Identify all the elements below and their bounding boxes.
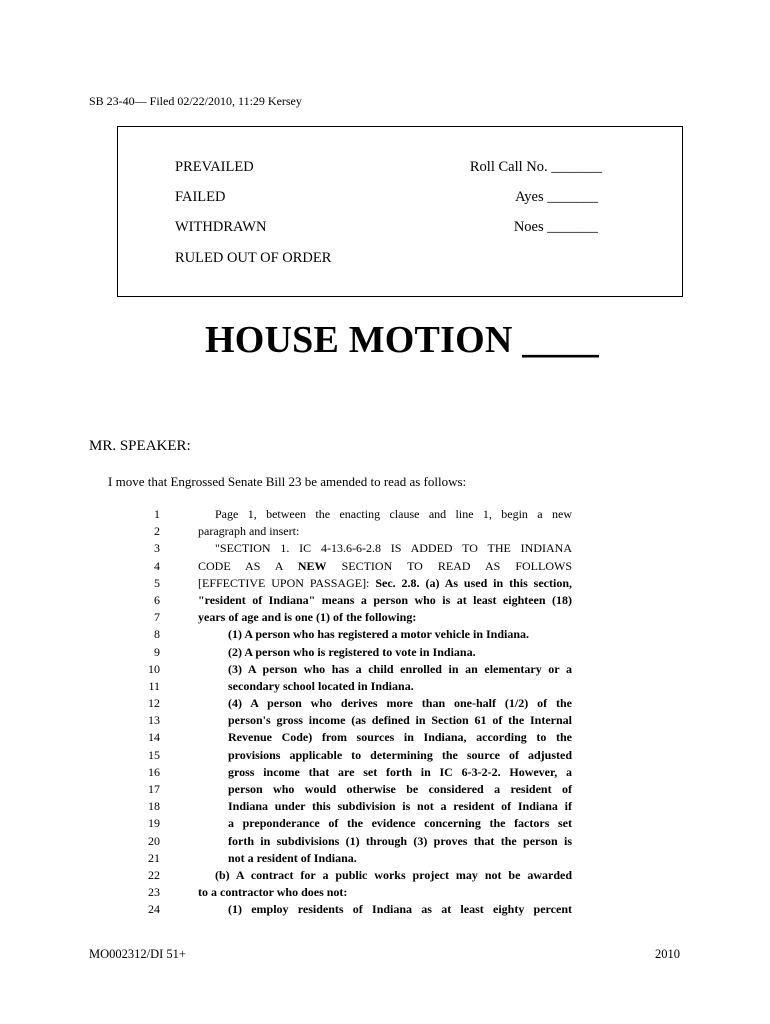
- line-number: 16: [148, 764, 160, 779]
- existing-text: CODE AS A: [198, 558, 298, 573]
- amendment-line: [0, 558, 770, 575]
- line-text: [198, 575, 572, 592]
- amendment-line: [0, 626, 770, 643]
- amendment-line: [0, 575, 770, 592]
- inserted-text: years of age and is one (1) of the following:: [198, 610, 417, 625]
- line-number: 9: [154, 644, 160, 659]
- noes-count: Noes _______: [513, 219, 598, 235]
- line-number: 15: [148, 747, 160, 762]
- line-number: 14: [148, 730, 160, 745]
- amendment-line: [0, 901, 770, 918]
- line-text: [228, 695, 572, 712]
- ayes-count: Ayes _______: [515, 189, 598, 205]
- line-number: 19: [148, 816, 160, 831]
- status-prevailed: PREVAILED: [175, 159, 254, 175]
- inserted-text: gross income that are set forth in IC 6-3-2-2. However, a: [228, 764, 572, 779]
- line-text: [198, 592, 572, 609]
- inserted-text: Indiana under this subdivision is not a resident of Indiana if: [228, 799, 572, 814]
- amendment-line: [0, 678, 770, 695]
- roll-call-number: Roll Call No. _______: [469, 159, 602, 175]
- inserted-text: forth in subdivisions (1) through (3) proves that the person is: [228, 833, 572, 848]
- inserted-text: Revenue Code) from sources in Indiana, according to the: [228, 730, 572, 745]
- amendment-line: [0, 661, 770, 678]
- line-text: [228, 747, 572, 764]
- amendment-line: [0, 592, 770, 609]
- amendment-line: [0, 540, 770, 557]
- existing-text: Page 1, between the enacting clause and line 1, begin a new: [215, 507, 572, 521]
- line-number: 6: [154, 592, 160, 607]
- line-text: [198, 884, 572, 901]
- inserted-text: a preponderance of the evidence concerning the factors set: [228, 816, 572, 831]
- amendment-line: [0, 764, 770, 781]
- numbered-amendment-text: [0, 506, 770, 919]
- line-number: 23: [148, 885, 160, 900]
- line-text: [228, 712, 572, 729]
- inserted-text: (3) A person who has a child enrolled in an elementary or a: [228, 661, 572, 676]
- amendment-line: [0, 523, 770, 540]
- line-number: 18: [148, 799, 160, 814]
- line-text: [228, 798, 572, 815]
- line-text: [198, 609, 572, 626]
- document-id: MO002312/DI 51+: [89, 947, 186, 961]
- line-text: [228, 626, 572, 643]
- inserted-text: not a resident of Indiana.: [228, 850, 357, 865]
- inserted-text: (1) A person who has registered a motor vehicle in Indiana.: [228, 627, 530, 642]
- inserted-text: person's gross income (as defined in Section 61 of the Internal: [228, 713, 572, 728]
- amendment-line: [0, 798, 770, 815]
- document-year: 2010: [655, 947, 680, 961]
- motion-intro: I move that Engrossed Senate Bill 23 be amended to read as follows:: [108, 474, 467, 489]
- inserted-text: (b) A contract for a public works project may not be awarded: [215, 867, 572, 882]
- line-number: 24: [148, 902, 160, 917]
- line-number: 4: [154, 558, 160, 573]
- line-number: 7: [154, 610, 160, 625]
- line-number: 1: [154, 507, 160, 521]
- amendment-line: [0, 729, 770, 746]
- status-failed: FAILED: [175, 189, 226, 205]
- line-text: [228, 729, 572, 746]
- status-ruled-out-of-order: RULED OUT OF ORDER: [175, 250, 332, 266]
- line-text: [215, 867, 572, 884]
- line-text: [215, 540, 572, 557]
- line-number: 12: [148, 696, 160, 711]
- line-number: 20: [148, 833, 160, 848]
- amendment-line: [0, 644, 770, 661]
- amendment-line: [0, 781, 770, 798]
- line-text: [215, 506, 572, 523]
- line-text: [228, 901, 572, 918]
- line-number: 17: [148, 782, 160, 796]
- amendment-line: [0, 867, 770, 884]
- inserted-text: "resident of Indiana" means a person who is at least eighteen (18): [198, 592, 572, 607]
- line-text: [228, 764, 572, 781]
- amendment-line: [0, 815, 770, 832]
- status-withdrawn: WITHDRAWN: [175, 219, 267, 235]
- motion-status-box: [117, 126, 683, 297]
- inserted-text: Sec. 2.8. (a) As used in this section,: [375, 575, 572, 590]
- line-text: [228, 678, 572, 695]
- line-text: [228, 644, 572, 661]
- inserted-text: provisions applicable to determining the source of adjusted: [228, 747, 572, 762]
- line-number: 3: [154, 541, 160, 556]
- line-text: [198, 523, 572, 540]
- line-text: [228, 833, 572, 850]
- amendment-line: [0, 884, 770, 901]
- inserted-text: secondary school located in Indiana.: [228, 678, 414, 693]
- inserted-text: (1) employ residents of Indiana as at least eighty percent: [228, 902, 572, 917]
- salutation: MR. SPEAKER:: [89, 438, 191, 454]
- existing-text: [EFFECTIVE UPON PASSAGE]:: [198, 575, 376, 590]
- line-text: [228, 850, 572, 867]
- line-number: 22: [148, 867, 160, 882]
- line-number: 21: [148, 850, 160, 865]
- line-text: [228, 815, 572, 832]
- line-number: 10: [148, 661, 160, 676]
- existing-text: SECTION TO READ AS FOLLOWS: [326, 558, 572, 573]
- amendment-line: [0, 695, 770, 712]
- line-text: [198, 558, 572, 575]
- amendment-line: [0, 506, 770, 523]
- line-number: 11: [148, 678, 160, 693]
- line-text: [228, 781, 572, 798]
- existing-text: paragraph and insert:: [198, 524, 300, 539]
- filing-line: SB 23-40— Filed 02/22/2010, 11:29 Kersey: [89, 94, 302, 108]
- amendment-line: [0, 609, 770, 626]
- inserted-text: (4) A person who derives more than one-half (1/2) of the: [228, 696, 572, 711]
- amendment-line: [0, 712, 770, 729]
- inserted-text: (2) A person who is registered to vote in Indiana.: [228, 644, 476, 659]
- amendment-line: [0, 833, 770, 850]
- amendment-line: [0, 850, 770, 867]
- line-number: 5: [154, 575, 160, 590]
- line-number: 13: [148, 713, 160, 728]
- inserted-text: to a contractor who does not:: [198, 885, 348, 900]
- amendment-line: [0, 747, 770, 764]
- existing-text: "SECTION 1. IC 4-13.6-6-2.8 IS ADDED TO THE INDIANA: [215, 541, 572, 556]
- line-text: [228, 661, 572, 678]
- inserted-text: person who would otherwise be considered a resident of: [228, 782, 572, 796]
- line-number: 2: [154, 524, 160, 539]
- line-number: 8: [154, 627, 160, 642]
- motion-title: HOUSE MOTION ____: [205, 319, 599, 361]
- inserted-text: NEW: [297, 558, 327, 573]
